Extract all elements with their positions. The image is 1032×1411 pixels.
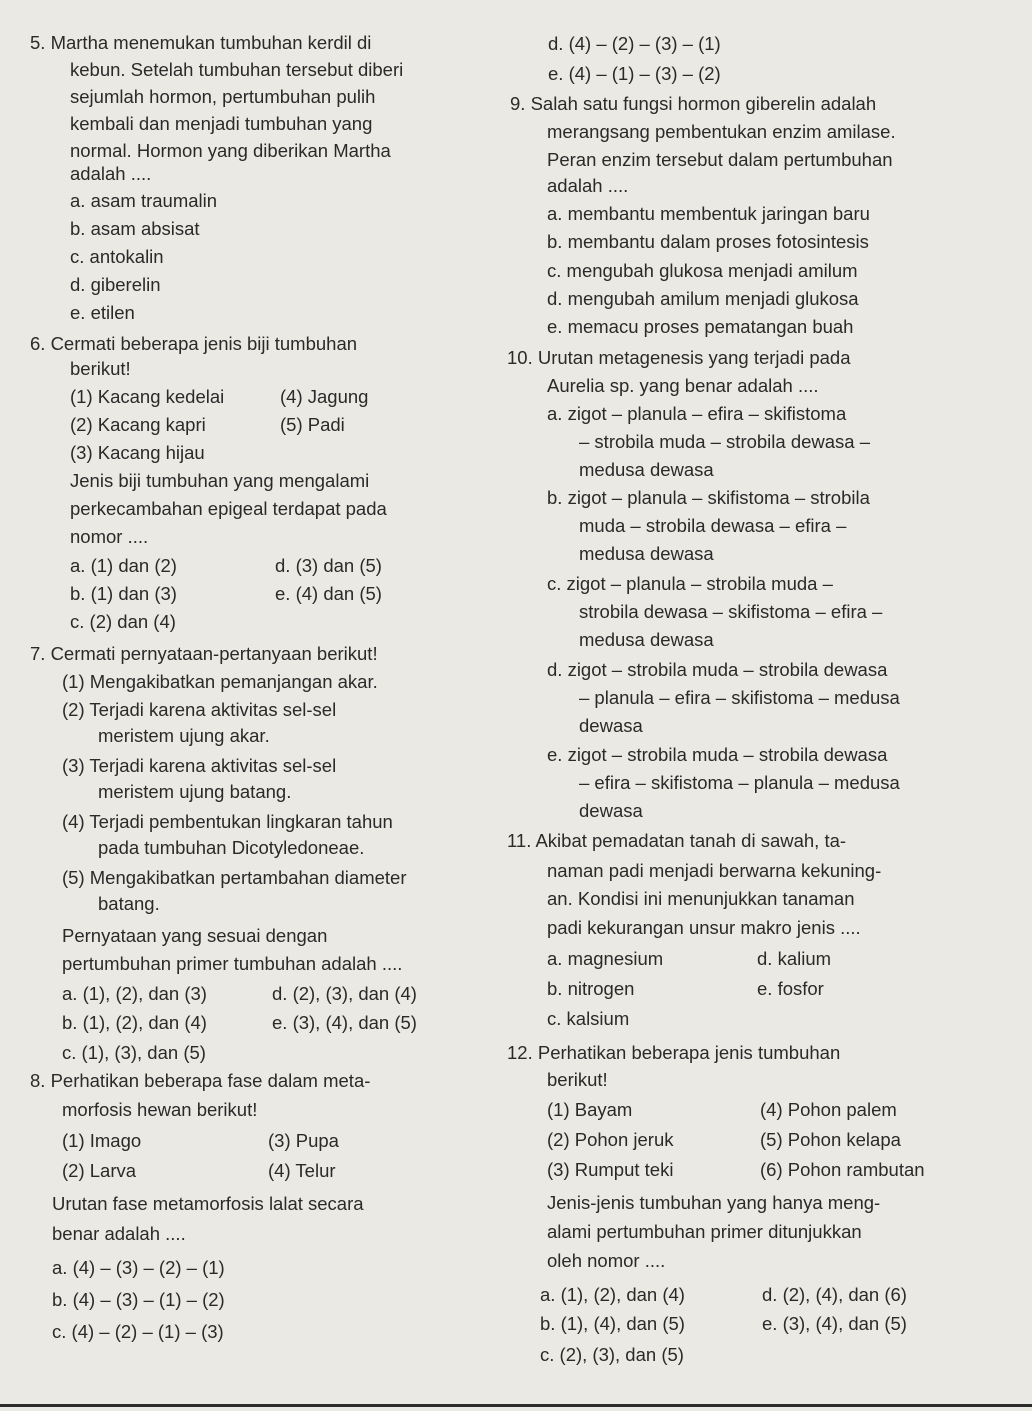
q10-option: strobila dewasa – skifistoma – efira – bbox=[579, 601, 883, 622]
q9-line: adalah .... bbox=[547, 175, 629, 196]
q7-option: c. (1), (3), dan (5) bbox=[62, 1042, 206, 1063]
q6-line: perkecambahan epigeal terdapat pada bbox=[70, 498, 387, 519]
q12-line: alami pertumbuhan primer ditunjukkan bbox=[547, 1221, 862, 1242]
q7-option: d. (2), (3), dan (4) bbox=[272, 983, 417, 1004]
q5-line: normal. Hormon yang diberikan Martha bbox=[70, 140, 391, 161]
q6-option: c. (2) dan (4) bbox=[70, 611, 176, 632]
q9-option: c. mengubah glukosa menjadi amilum bbox=[547, 260, 858, 281]
q5-line: kebun. Setelah tumbuhan tersebut diberi bbox=[70, 59, 404, 80]
q10-option: a. zigot – planula – efira – skifistoma bbox=[547, 403, 847, 424]
q6-line: nomor .... bbox=[70, 526, 149, 547]
q10-option: dewasa bbox=[579, 715, 643, 736]
q6-line: 6. Cermati beberapa jenis biji tumbuhan bbox=[30, 333, 358, 354]
q5-line: adalah .... bbox=[70, 163, 152, 184]
q9-line: 9. Salah satu fungsi hormon giberelin adalah bbox=[510, 93, 877, 114]
q12-option: d. (2), (4), dan (6) bbox=[762, 1284, 907, 1305]
q8-option: e. (4) – (1) – (3) – (2) bbox=[548, 63, 721, 84]
q12-line: oleh nomor .... bbox=[547, 1250, 666, 1271]
q6-option: d. (3) dan (5) bbox=[275, 555, 382, 576]
q8-item: (4) Telur bbox=[268, 1160, 336, 1181]
q9-option: a. membantu membentuk jaringan baru bbox=[547, 203, 870, 224]
q12-item: (6) Pohon rambutan bbox=[760, 1159, 925, 1180]
q8-line: morfosis hewan berikut! bbox=[62, 1099, 258, 1120]
q7-item: meristem ujung batang. bbox=[98, 781, 292, 802]
q10-option: medusa dewasa bbox=[579, 459, 714, 480]
q5-option: a. asam traumalin bbox=[70, 190, 218, 211]
q7-option: b. (1), (2), dan (4) bbox=[62, 1012, 207, 1033]
q9-option: d. mengubah amilum menjadi glukosa bbox=[547, 288, 859, 309]
q12-option: e. (3), (4), dan (5) bbox=[762, 1313, 907, 1334]
q6-option: e. (4) dan (5) bbox=[275, 583, 382, 604]
q12-item: (3) Rumput teki bbox=[547, 1159, 674, 1180]
q5-option: d. giberelin bbox=[70, 274, 161, 295]
q7-line: pertumbuhan primer tumbuhan adalah .... bbox=[62, 953, 403, 974]
q6-option: a. (1) dan (2) bbox=[70, 555, 177, 576]
q6-item: (1) Kacang kedelai bbox=[70, 386, 225, 407]
q8-line: 8. Perhatikan beberapa fase dalam meta- bbox=[30, 1070, 371, 1091]
q12-option: b. (1), (4), dan (5) bbox=[540, 1313, 685, 1334]
q5-line: 5. Martha menemukan tumbuhan kerdil di bbox=[30, 32, 372, 53]
q6-option: b. (1) dan (3) bbox=[70, 583, 177, 604]
q8-option: d. (4) – (2) – (3) – (1) bbox=[548, 33, 721, 54]
q10-option: – planula – efira – skifistoma – medusa bbox=[579, 687, 900, 708]
q10-option: – strobila muda – strobila dewasa – bbox=[579, 431, 871, 452]
q5-option: b. asam absisat bbox=[70, 218, 200, 239]
q9-option: e. memacu proses pematangan buah bbox=[547, 316, 854, 337]
q9-line: Peran enzim tersebut dalam pertumbuhan bbox=[547, 149, 893, 170]
q12-option: c. (2), (3), dan (5) bbox=[540, 1344, 684, 1365]
q7-item: (2) Terjadi karena aktivitas sel-sel bbox=[62, 699, 337, 720]
q6-item: (5) Padi bbox=[280, 414, 345, 435]
q12-item: (5) Pohon kelapa bbox=[760, 1129, 901, 1150]
q11-line: 11. Akibat pemadatan tanah di sawah, ta- bbox=[507, 830, 847, 851]
q7-line: 7. Cermati pernyataan-pertanyaan berikut! bbox=[30, 643, 378, 664]
q8-line: benar adalah .... bbox=[52, 1223, 186, 1244]
q8-line: Urutan fase metamorfosis lalat secara bbox=[52, 1193, 364, 1214]
q8-option: a. (4) – (3) – (2) – (1) bbox=[52, 1257, 225, 1278]
q10-option: – efira – skifistoma – planula – medusa bbox=[579, 772, 900, 793]
q6-item: (3) Kacang hijau bbox=[70, 442, 205, 463]
q7-item: (3) Terjadi karena aktivitas sel-sel bbox=[62, 755, 337, 776]
q11-option: e. fosfor bbox=[757, 978, 824, 999]
q12-line: Jenis-jenis tumbuhan yang hanya meng- bbox=[547, 1192, 881, 1213]
q5-line: kembali dan menjadi tumbuhan yang bbox=[70, 113, 373, 134]
q7-item: batang. bbox=[98, 893, 160, 914]
q10-option: muda – strobila dewasa – efira – bbox=[579, 515, 847, 536]
q12-item: (4) Pohon palem bbox=[760, 1099, 897, 1120]
q10-line: Aurelia sp. yang benar adalah .... bbox=[547, 375, 819, 396]
q11-option: d. kalium bbox=[757, 948, 832, 969]
q12-option: a. (1), (2), dan (4) bbox=[540, 1284, 685, 1305]
q7-item: (5) Mengakibatkan pertambahan diameter bbox=[62, 867, 407, 888]
q7-line: Pernyataan yang sesuai dengan bbox=[62, 925, 328, 946]
q11-option: c. kalsium bbox=[547, 1008, 630, 1029]
q7-item: (4) Terjadi pembentukan lingkaran tahun bbox=[62, 811, 393, 832]
q6-item: (2) Kacang kapri bbox=[70, 414, 206, 435]
q10-option: d. zigot – strobila muda – strobila dewasa bbox=[547, 659, 888, 680]
q6-item: (4) Jagung bbox=[280, 386, 369, 407]
q10-option: c. zigot – planula – strobila muda – bbox=[547, 573, 833, 594]
q7-item: pada tumbuhan Dicotyledoneae. bbox=[98, 837, 365, 858]
q10-option: dewasa bbox=[579, 800, 643, 821]
q7-item: meristem ujung akar. bbox=[98, 725, 270, 746]
q8-item: (3) Pupa bbox=[268, 1130, 339, 1151]
q10-line: 10. Urutan metagenesis yang terjadi pada bbox=[507, 347, 851, 368]
q11-line: an. Kondisi ini menunjukkan tanaman bbox=[547, 888, 855, 909]
q11-option: b. nitrogen bbox=[547, 978, 635, 999]
q8-item: (2) Larva bbox=[62, 1160, 137, 1181]
q9-option: b. membantu dalam proses fotosintesis bbox=[547, 231, 869, 252]
q12-line: berikut! bbox=[547, 1069, 608, 1090]
q6-line: Jenis biji tumbuhan yang mengalami bbox=[70, 470, 370, 491]
q8-option: b. (4) – (3) – (1) – (2) bbox=[52, 1289, 225, 1310]
bottom-rule bbox=[0, 1404, 1032, 1407]
q11-line: padi kekurangan unsur makro jenis .... bbox=[547, 917, 861, 938]
q12-item: (2) Pohon jeruk bbox=[547, 1129, 674, 1150]
q10-option: medusa dewasa bbox=[579, 543, 714, 564]
q5-option: c. antokalin bbox=[70, 246, 164, 267]
q7-option: a. (1), (2), dan (3) bbox=[62, 983, 207, 1004]
q11-option: a. magnesium bbox=[547, 948, 664, 969]
q12-item: (1) Bayam bbox=[547, 1099, 633, 1120]
q7-item: (1) Mengakibatkan pemanjangan akar. bbox=[62, 671, 378, 692]
q12-line: 12. Perhatikan beberapa jenis tumbuhan bbox=[507, 1042, 841, 1063]
q9-line: merangsang pembentukan enzim amilase. bbox=[547, 121, 896, 142]
q8-item: (1) Imago bbox=[62, 1130, 142, 1151]
q10-option: medusa dewasa bbox=[579, 629, 714, 650]
q5-option: e. etilen bbox=[70, 302, 135, 323]
q5-line: sejumlah hormon, pertumbuhan pulih bbox=[70, 86, 376, 107]
q10-option: e. zigot – strobila muda – strobila dewasa bbox=[547, 744, 888, 765]
q6-line: berikut! bbox=[70, 358, 131, 379]
q10-option: b. zigot – planula – skifistoma – strobila bbox=[547, 487, 870, 508]
q7-option: e. (3), (4), dan (5) bbox=[272, 1012, 417, 1033]
q11-line: naman padi menjadi berwarna kekuning- bbox=[547, 860, 882, 881]
q8-option: c. (4) – (2) – (1) – (3) bbox=[52, 1321, 224, 1342]
